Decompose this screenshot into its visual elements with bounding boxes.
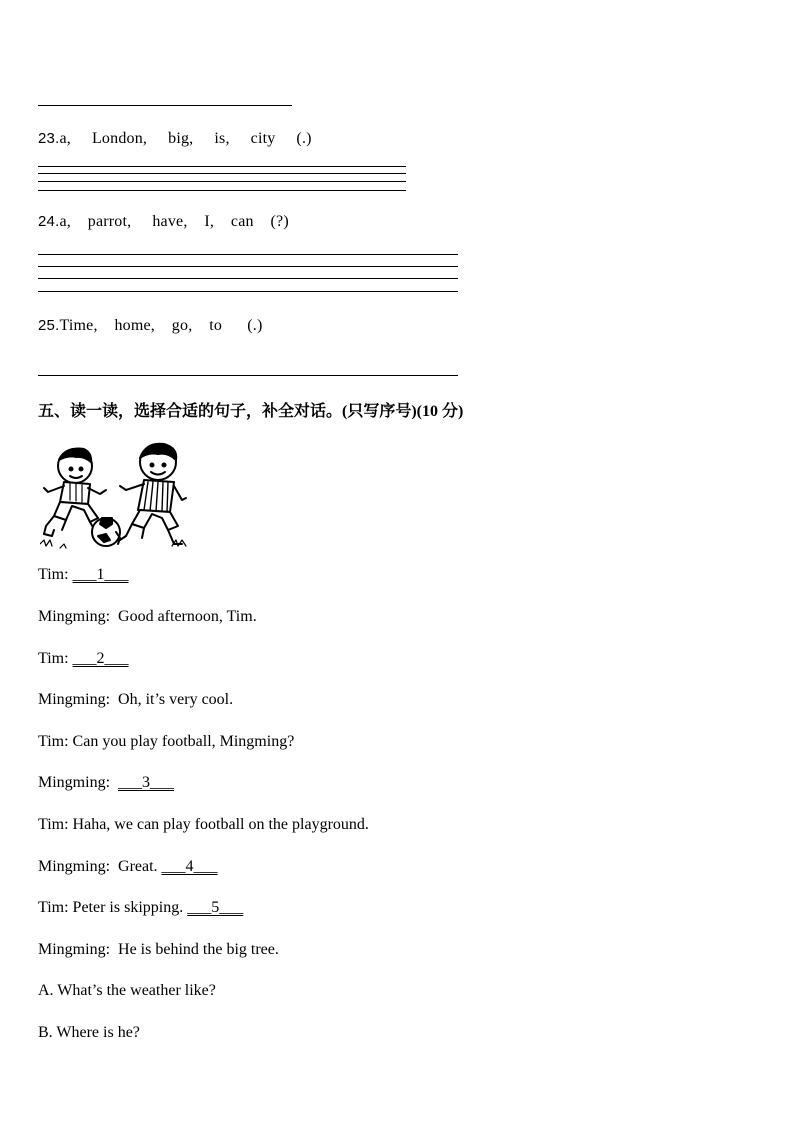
answer-line: [38, 105, 292, 106]
dialogue-line-5: [38, 733, 294, 751]
question-words: Time, home, go, to (.): [59, 317, 263, 334]
speaker: Tim:: [38, 566, 69, 583]
dialogue-line-7: [38, 816, 369, 834]
writing-line: [38, 291, 458, 292]
section-5-title: [38, 398, 463, 421]
dialogue-text: [110, 774, 118, 791]
speaker: Mingming:: [38, 774, 111, 791]
question-24: [38, 213, 289, 231]
dialogue-line-10: [38, 941, 279, 959]
question-words: a, parrot, have, I, can (?): [59, 213, 289, 230]
writing-line: [38, 266, 458, 267]
answer-line: [38, 375, 458, 376]
writing-line: [38, 181, 406, 182]
section-5-points: 10: [422, 403, 438, 420]
section-5-heading-end: 分): [438, 403, 464, 420]
dialogue-text: Peter is skipping.: [68, 899, 188, 916]
writing-line: [38, 254, 458, 255]
speaker: Mingming:: [38, 941, 111, 958]
answer-blank[interactable]: ___2___: [72, 650, 129, 667]
dialogue-line-3: [38, 650, 129, 668]
speaker: Tim:: [38, 899, 69, 916]
writing-line: [38, 278, 458, 279]
option-a: A. What’s the weather like?: [38, 982, 216, 999]
option-b: B. Where is he?: [38, 1024, 140, 1041]
dialogue-line-9: [38, 899, 243, 917]
dialogue-line-2: [38, 608, 257, 626]
dialogue-line-1: [38, 566, 129, 584]
speaker: Mingming:: [38, 858, 111, 875]
answer-blank[interactable]: ___3___: [118, 774, 175, 791]
dialogue-line-4: [38, 691, 233, 709]
writing-line: [38, 190, 406, 191]
dialogue-text: Can you play football, Mingming?: [68, 733, 295, 750]
dialogue-line-6: [38, 774, 174, 792]
answer-blank[interactable]: ___5___: [187, 899, 244, 916]
section-5-heading: 五、读一读，选择合适的句子，补全对话。(只写序号)(: [38, 403, 422, 420]
writing-line: [38, 173, 406, 174]
speaker: Tim:: [38, 816, 69, 833]
question-number: 24.: [38, 213, 60, 230]
speaker: Tim:: [38, 733, 69, 750]
question-25: [38, 317, 263, 335]
dialogue-line-8: [38, 858, 218, 876]
dialogue-text: Great.: [110, 858, 162, 875]
writing-line: [38, 166, 406, 167]
answer-blank[interactable]: ___4___: [161, 858, 218, 875]
question-number: 25.: [38, 317, 60, 334]
dialogue-text: He is behind the big tree.: [110, 941, 279, 958]
speaker: Tim:: [38, 650, 69, 667]
question-23: [38, 130, 312, 148]
question-words: a, London, big, is, city (.): [59, 130, 312, 147]
question-number: 23.: [38, 130, 60, 147]
dialogue-text: Haha, we can play football on the playground.: [68, 816, 369, 833]
answer-blank[interactable]: ___1___: [72, 566, 129, 583]
dialogue-text: Oh, it’s very cool.: [110, 691, 234, 708]
speaker: Mingming:: [38, 691, 111, 708]
dialogue-text: Good afternoon, Tim.: [110, 608, 257, 625]
boys-playing-football-picture: [40, 440, 192, 550]
speaker: Mingming:: [38, 608, 111, 625]
